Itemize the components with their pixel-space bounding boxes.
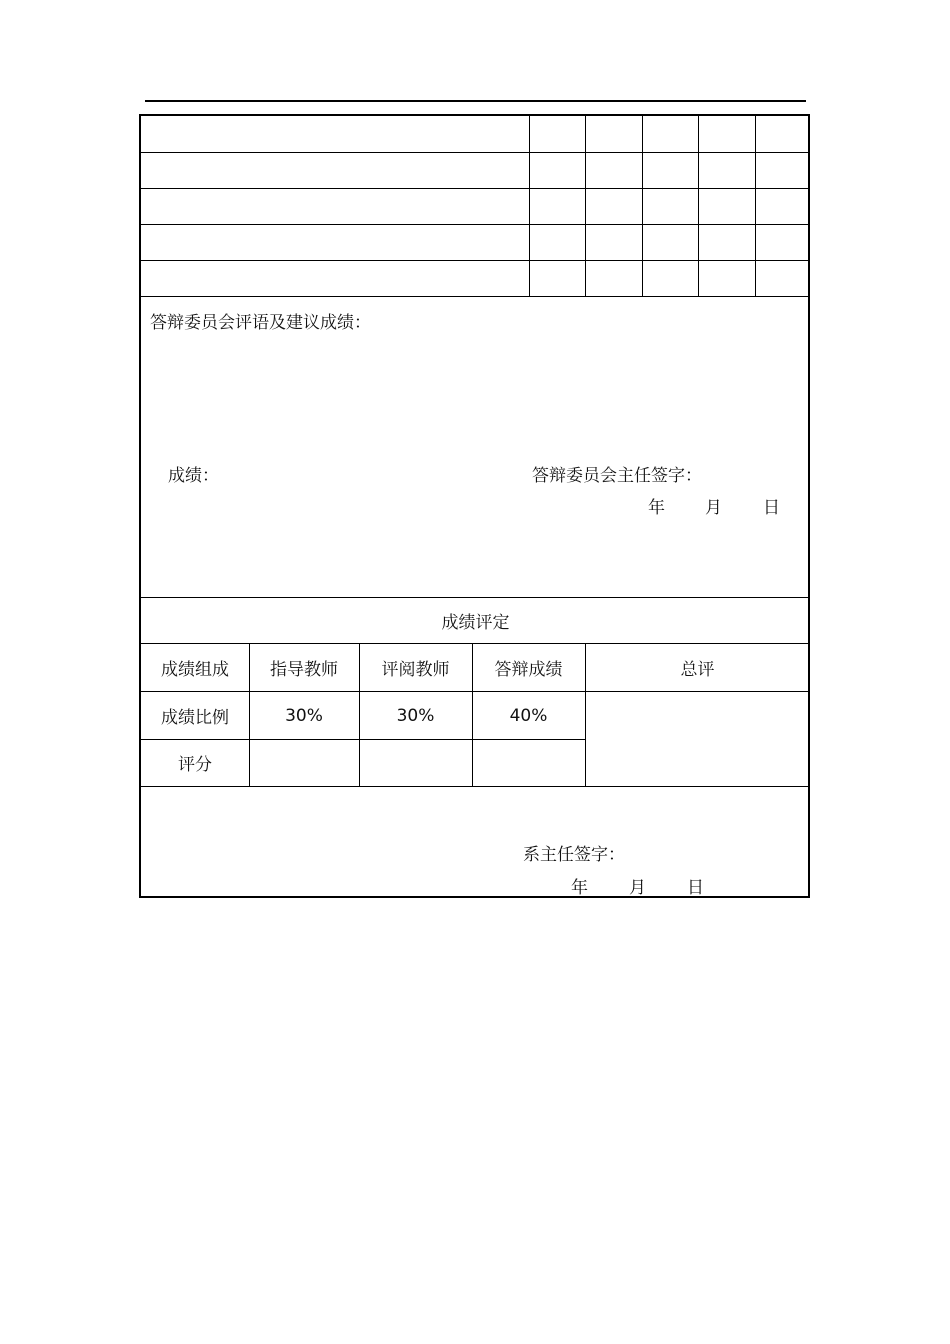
- header-rule: [145, 100, 806, 102]
- grid-row-line: [141, 224, 810, 225]
- ratio-advisor: 30%: [285, 706, 323, 726]
- grid-row-line: [141, 188, 810, 189]
- form-table: [139, 114, 810, 898]
- header-advisor: 指导教师: [270, 660, 338, 680]
- eval-col-line: [585, 643, 586, 786]
- ratio-defense: 40%: [509, 706, 548, 726]
- committee-date-month: 月: [705, 498, 722, 518]
- ratio-label: 成绩比例: [161, 708, 229, 728]
- grid-col-line: [585, 116, 586, 296]
- grid-col-line: [642, 116, 643, 296]
- ratio-reviewer: 30%: [396, 706, 435, 726]
- eval-col-line: [472, 643, 473, 786]
- committee-date-day: 日: [763, 498, 780, 518]
- score-label: 评分: [178, 755, 212, 775]
- header-defense: 答辩成绩: [494, 660, 563, 680]
- eval-title-line: [141, 643, 810, 644]
- committee-comment-label: 答辩委员会评语及建议成绩：: [150, 313, 371, 333]
- grid-col-line: [698, 116, 699, 296]
- committee-date-year: 年: [648, 498, 665, 518]
- header-overall: 总评: [680, 660, 715, 680]
- section-divider: [141, 597, 810, 598]
- grid-row-line: [141, 260, 810, 261]
- eval-col-line: [359, 643, 360, 786]
- dept-sign-label: 系主任签字：: [523, 845, 625, 865]
- dept-date-month: 月: [629, 878, 646, 898]
- evaluation-title: 成绩评定: [441, 613, 510, 633]
- grid-bottom-line: [141, 296, 810, 297]
- grid-col-line: [755, 116, 756, 296]
- grid-row-line: [141, 152, 810, 153]
- eval-bottom-line: [141, 786, 810, 787]
- eval-ratio-line: [141, 739, 585, 740]
- dept-date-day: 日: [687, 878, 704, 898]
- header-composition: 成绩组成: [161, 660, 229, 680]
- dept-date-year: 年: [571, 878, 588, 898]
- grade-label: 成绩：: [168, 466, 219, 486]
- grid-col-line: [529, 116, 530, 296]
- chair-sign-label: 答辩委员会主任签字：: [532, 466, 702, 486]
- eval-col-line: [249, 643, 250, 786]
- header-reviewer: 评阅教师: [381, 660, 450, 680]
- eval-header-line: [141, 691, 810, 692]
